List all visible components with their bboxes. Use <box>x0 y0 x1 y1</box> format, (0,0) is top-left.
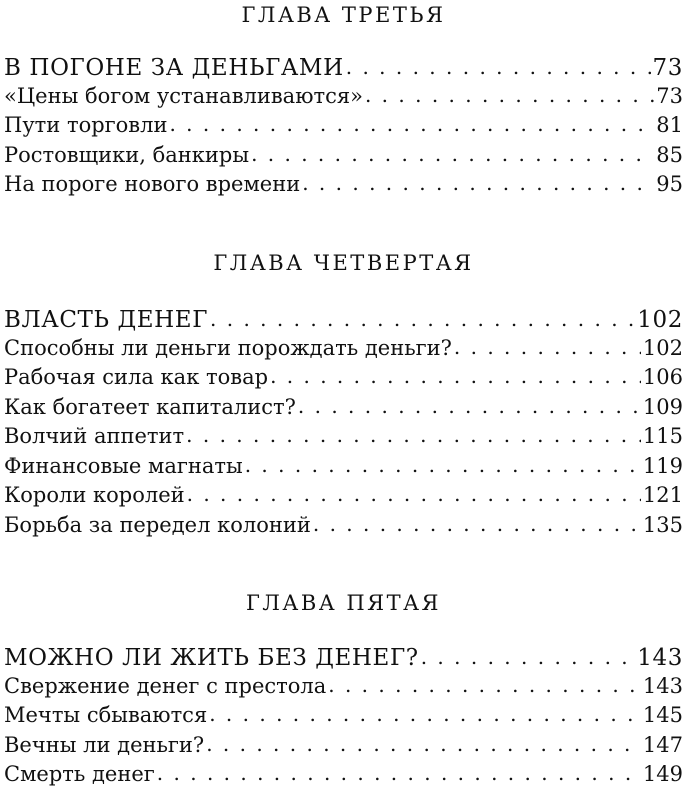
toc-entry-page: 149 <box>642 762 683 786</box>
toc-entry-title: Вечны ли деньги? <box>4 732 205 757</box>
chapter-heading: ГЛАВА ЧЕТВЕРТАЯ <box>213 251 474 275</box>
toc-entry-title: Финансовые магнаты <box>4 453 243 478</box>
chapter-four-entries <box>4 304 683 540</box>
toc-entry-title: Пути торговли <box>4 113 168 137</box>
toc-leader-dots <box>251 141 654 162</box>
toc-leader-dots <box>209 701 641 722</box>
toc-leader-dots <box>328 672 641 693</box>
toc-entry[interactable] <box>4 52 683 82</box>
toc-entry-page: 119 <box>642 453 683 478</box>
toc-entry[interactable] <box>4 170 683 200</box>
chapter-five-entries <box>4 642 683 790</box>
toc-entry-page: 147 <box>642 732 683 757</box>
toc-leader-dots <box>454 334 641 355</box>
toc-leader-dots <box>365 82 654 103</box>
toc-leader-dots <box>421 642 636 665</box>
toc-entry-title: ВЛАСТЬ ДЕНЕГ <box>4 307 209 333</box>
toc-leader-dots <box>206 731 641 752</box>
toc-entry[interactable] <box>4 393 683 423</box>
toc-entry-page: 102 <box>642 335 683 360</box>
toc-entry-page: 109 <box>642 394 683 419</box>
toc-leader-dots <box>157 760 641 781</box>
toc-leader-dots <box>187 481 641 502</box>
chapter-five <box>0 588 687 618</box>
toc-leader-dots <box>186 422 641 443</box>
toc-leader-dots <box>169 111 654 132</box>
toc-entry[interactable] <box>4 304 683 334</box>
toc-entry-title: Ростовщики, банкиры <box>4 142 250 167</box>
toc-leader-dots <box>313 511 641 532</box>
toc-entry-page: 143 <box>642 673 683 698</box>
toc-entry[interactable] <box>4 452 683 482</box>
toc-entry[interactable] <box>4 334 683 364</box>
toc-entry-page: 81 <box>656 113 683 137</box>
toc-entry-title: В ПОГОНЕ ЗА ДЕНЬГАМИ <box>4 55 344 81</box>
toc-entry-title: Смерть денег <box>4 762 155 786</box>
toc-entry-page: 95 <box>656 172 683 196</box>
chapter-three-entries <box>4 52 683 200</box>
toc-leader-dots <box>210 304 635 327</box>
toc-entry[interactable] <box>4 701 683 731</box>
chapter-four <box>0 248 687 278</box>
toc-entry-title: Волчий аппетит <box>4 424 185 448</box>
toc-entry-title: Короли королей <box>4 483 185 507</box>
toc-entry-page: 102 <box>637 307 683 333</box>
chapter-heading: ГЛАВА ТРЕТЬЯ <box>241 3 446 27</box>
toc-entry-page: 145 <box>642 703 683 727</box>
toc-entry-page: 73 <box>656 83 683 108</box>
toc-entry[interactable] <box>4 422 683 452</box>
toc-entry[interactable] <box>4 363 683 393</box>
toc-entry[interactable] <box>4 672 683 702</box>
toc-entry[interactable] <box>4 141 683 171</box>
toc-entry-title: «Цены богом устанавливаются» <box>4 83 363 108</box>
toc-entry-title: Рабочая сила как товар <box>4 365 269 389</box>
chapter-three <box>0 0 687 30</box>
toc-leader-dots <box>245 452 641 473</box>
toc-leader-dots <box>298 393 641 414</box>
toc-leader-dots <box>270 363 641 384</box>
toc-entry[interactable] <box>4 481 683 511</box>
toc-entry[interactable] <box>4 642 683 672</box>
toc-entry-page: 135 <box>642 512 683 537</box>
toc-entry-page: 106 <box>642 365 683 389</box>
toc-entry[interactable] <box>4 82 683 112</box>
chapter-heading: ГЛАВА ПЯТАЯ <box>246 591 441 615</box>
toc-leader-dots <box>346 52 651 75</box>
toc-entry-title: На пороге нового времени <box>4 172 301 196</box>
toc-entry[interactable] <box>4 111 683 141</box>
toc-entry-page: 73 <box>652 55 683 81</box>
toc-entry-page: 143 <box>637 645 683 671</box>
toc-entry-title: МОЖНО ЛИ ЖИТЬ БЕЗ ДЕНЕГ? <box>4 645 419 671</box>
toc-entry-page: 115 <box>642 424 683 448</box>
toc-entry-title: Как богатеет капиталист? <box>4 394 296 419</box>
toc-entry[interactable] <box>4 731 683 761</box>
toc-entry-title: Способны ли деньги порождать деньги? <box>4 335 452 360</box>
toc-leader-dots <box>302 170 654 191</box>
toc-entry-title: Мечты сбываются <box>4 703 208 727</box>
toc-entry-page: 121 <box>642 483 683 507</box>
toc-entry[interactable] <box>4 511 683 541</box>
toc-entry-title: Свержение денег с престола <box>4 673 327 698</box>
toc-entry-title: Борьба за передел колоний <box>4 512 311 537</box>
toc-entry[interactable] <box>4 760 683 790</box>
toc-entry-page: 85 <box>656 142 683 167</box>
